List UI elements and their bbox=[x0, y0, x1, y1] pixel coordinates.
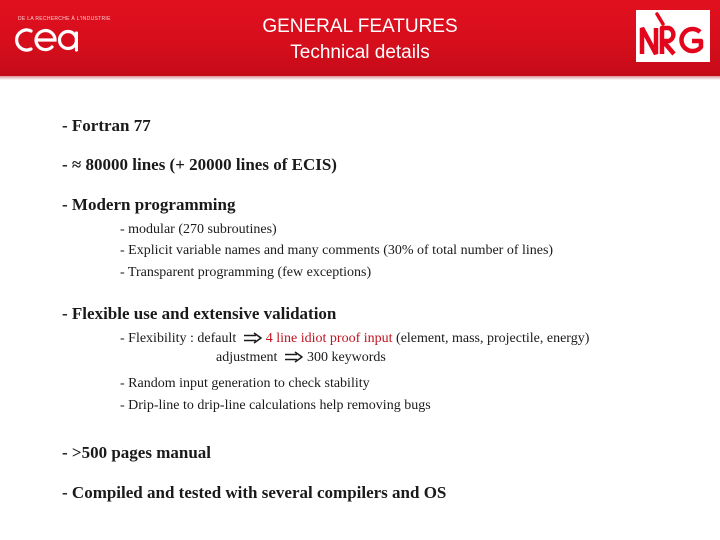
adjustment-value: 300 keywords bbox=[306, 350, 386, 365]
bullet-lines: - ≈ 80000 lines (+ 20000 lines of ECIS) bbox=[62, 155, 337, 174]
sub-item-transparent: - Transparent programming (few exceptions) bbox=[120, 265, 372, 280]
sub-item-variable-names: - Explicit variable names and many comments (30% of total number of lines) bbox=[120, 243, 554, 258]
title-line-2: Technical details bbox=[290, 42, 430, 63]
bullet-manual: - >500 pages manual bbox=[62, 443, 212, 462]
flexibility-highlight: 4 line idiot proof input bbox=[265, 331, 393, 346]
sub-item-drip-line: - Drip-line to drip-line calculations help removing bugs bbox=[120, 398, 431, 413]
bullet-fortran: - Fortran 77 bbox=[62, 116, 151, 135]
flexibility-prefix: - Flexibility : default bbox=[120, 331, 237, 346]
implies-arrow-icon bbox=[243, 332, 263, 344]
title-line-1: GENERAL FEATURES bbox=[262, 16, 458, 37]
cea-tagline: DE LA RECHERCHE À L'INDUSTRIE bbox=[18, 16, 111, 22]
sub-item-modular: - modular (270 subroutines) bbox=[120, 222, 277, 237]
sub-item-flexibility bbox=[120, 331, 589, 347]
implies-arrow-icon bbox=[284, 351, 304, 363]
bullet-flexible-use: - Flexible use and extensive validation bbox=[62, 304, 337, 323]
bullet-modern-programming: - Modern programming bbox=[62, 195, 236, 214]
adjustment-prefix: adjustment bbox=[216, 350, 278, 365]
sub-item-random-input: - Random input generation to check stability bbox=[120, 376, 370, 391]
flexibility-suffix: (element, mass, projectile, energy) bbox=[396, 331, 590, 346]
bullet-compiled: - Compiled and tested with several compilers and OS bbox=[62, 483, 447, 502]
sub-item-adjustment bbox=[216, 350, 386, 366]
